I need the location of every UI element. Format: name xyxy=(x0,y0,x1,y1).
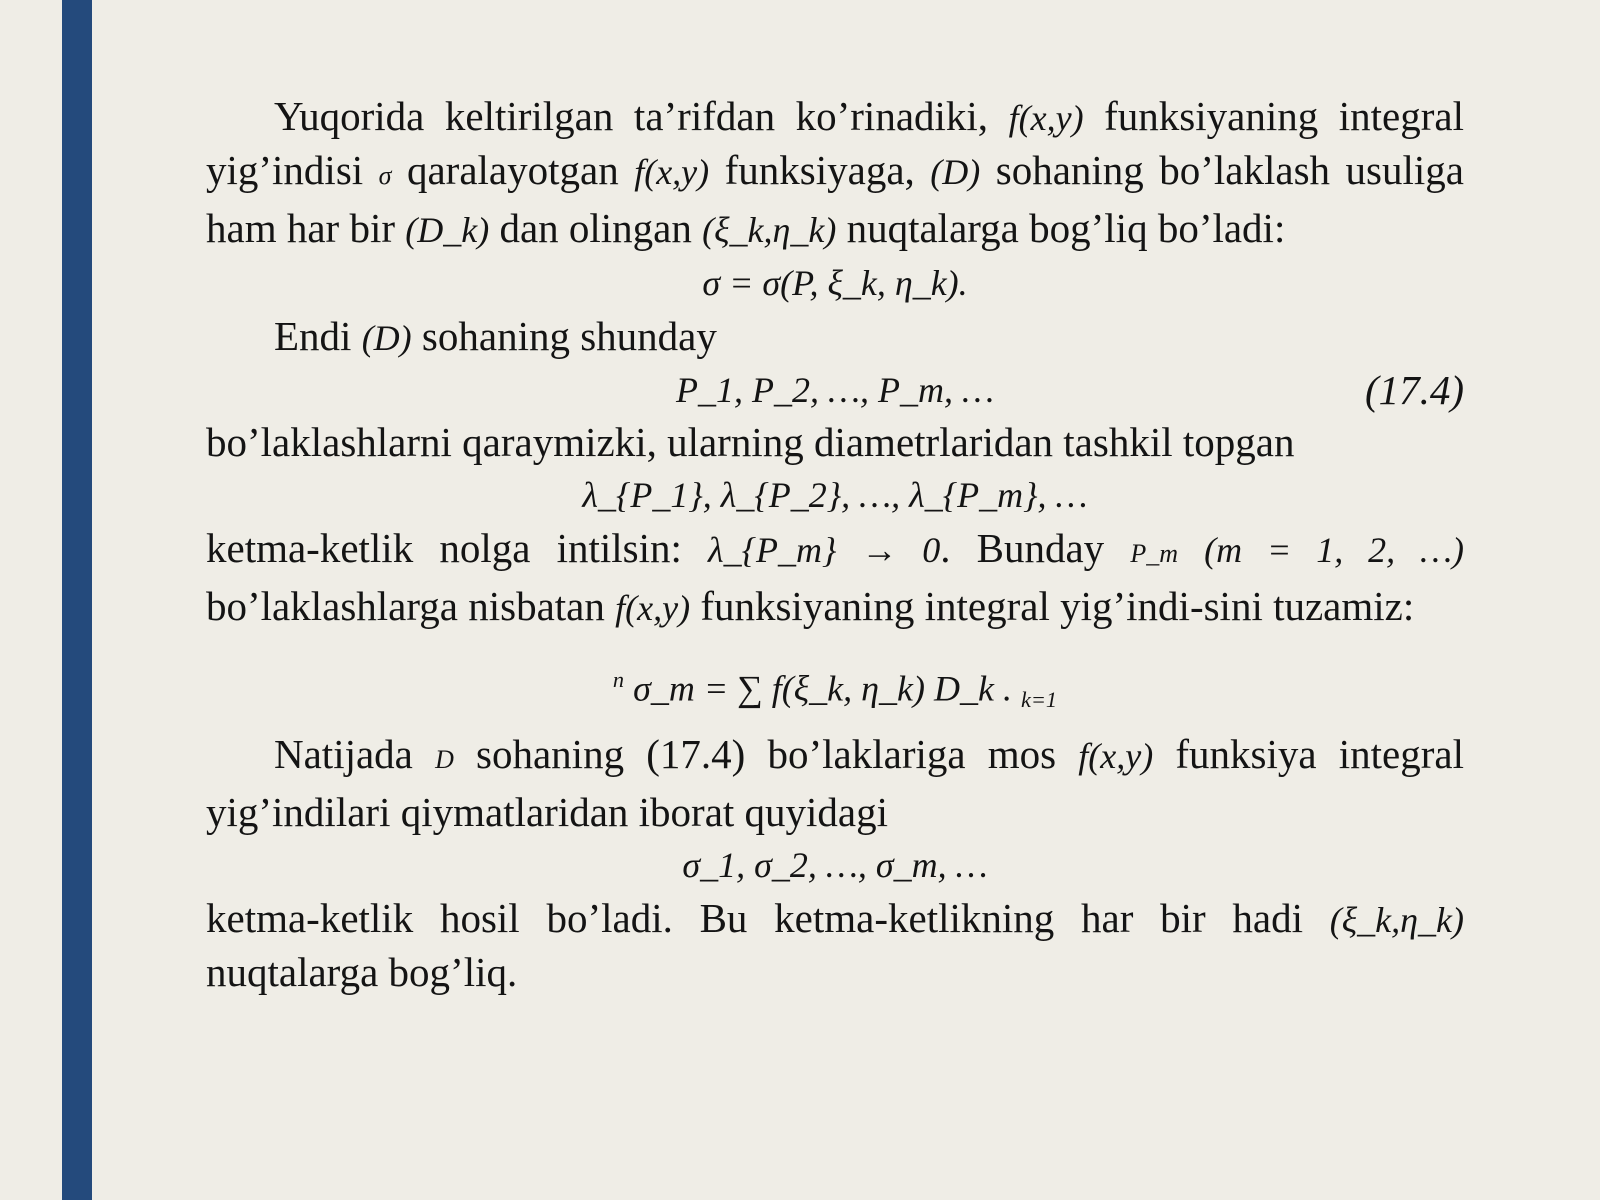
paragraph-text: ketma-ketlik nolga intilsin: xyxy=(206,525,709,571)
paragraph-text: dan olingan xyxy=(489,205,703,251)
paragraph-text: sohaning bo’laklash usuliga ham har bir xyxy=(206,147,1464,251)
paragraph-text: qaralayotgan xyxy=(391,147,635,193)
formula-inline: f(x,y) xyxy=(615,588,691,628)
paragraph-text: bo’laklashlarga nisbatan xyxy=(206,583,616,629)
left-accent-bar xyxy=(62,0,92,1200)
display-formula: λ_{P_1}, λ_{P_2}, …, λ_{P_m}, … xyxy=(582,475,1088,515)
formula-inline: σ xyxy=(378,161,392,190)
formula-inline: f(x,y) xyxy=(634,152,710,192)
paragraph-text xyxy=(1178,525,1204,571)
formula-inline: (ξ_k,η_k) xyxy=(1329,900,1464,940)
formula-inline: P_m xyxy=(1130,539,1178,568)
paragraph-text: ketma-ketlik hosil bo’ladi. Bu ketma-ketlikning har bir hadi xyxy=(206,895,1330,941)
formula-inline: D xyxy=(435,745,454,774)
paragraph-text: funksiyaga, xyxy=(709,147,931,193)
paragraph-text: bo’laklashlarni qaraymizki, ularning diametrlaridan tashkil topgan xyxy=(206,419,1295,465)
formula-inline: f(x,y) xyxy=(1078,736,1154,776)
paragraph-5 xyxy=(206,728,1464,838)
display-formula: σ = σ(P, ξ_k, η_k). xyxy=(702,263,968,303)
display-formula: σ_1, σ_2, …, σ_m, … xyxy=(682,845,988,885)
paragraph-2 xyxy=(206,310,1464,364)
paragraph-text: Yuqorida keltirilgan ta’rifdan ko’rinadiki, xyxy=(274,93,1009,139)
paragraph-text: Natijada xyxy=(274,731,436,777)
paragraph-text: nuqtalarga bog’liq. xyxy=(206,949,518,995)
sum-upper-limit: n xyxy=(612,667,625,692)
formula-inline: (m = 1, 2, …) xyxy=(1204,530,1465,570)
paragraph-4 xyxy=(206,522,1464,634)
display-formula: P_1, P_2, …, P_m, … xyxy=(676,370,994,410)
equation-number: (17.4) xyxy=(1364,367,1464,413)
display-formula: σ_m = ∑ f(ξ_k, η_k) D_k . xyxy=(633,668,1012,709)
paragraph-text: sohaning (17.4) bo’laklariga mos xyxy=(453,731,1079,777)
formula-inline: (D) xyxy=(361,318,412,358)
formula-inline: (D_k) xyxy=(405,210,490,250)
paragraph-1 xyxy=(206,90,1464,256)
paragraph-text: funksiyaning integral yig’indi-sini tuzamiz: xyxy=(690,583,1415,629)
formula-inline: (D) xyxy=(930,152,981,192)
numbered-equation xyxy=(206,364,1464,416)
paragraph-text: sohaning shunday xyxy=(411,313,717,359)
paragraph-6 xyxy=(206,892,1464,998)
formula-inline: (ξ_k,η_k) xyxy=(702,210,837,250)
sum-formula xyxy=(206,638,1464,722)
paragraph-text: funksiyaning integral yig’indisi xyxy=(206,93,1464,193)
paragraph-text: nuqtalarga bog’liq bo’ladi: xyxy=(836,205,1286,251)
paragraph-text: . Bunday xyxy=(940,525,1131,571)
paragraph-text: funksiya integral yig’indilari qiymatlaridan iborat quyidagi xyxy=(206,731,1464,835)
formula-inline: λ_{P_m} → 0 xyxy=(708,530,941,570)
paragraph-text: Endi xyxy=(274,313,362,359)
formula-inline: f(x,y) xyxy=(1008,98,1084,138)
sum-lower-limit: k=1 xyxy=(1020,687,1058,713)
paragraph-3 xyxy=(206,416,1464,468)
document-body xyxy=(206,90,1464,998)
